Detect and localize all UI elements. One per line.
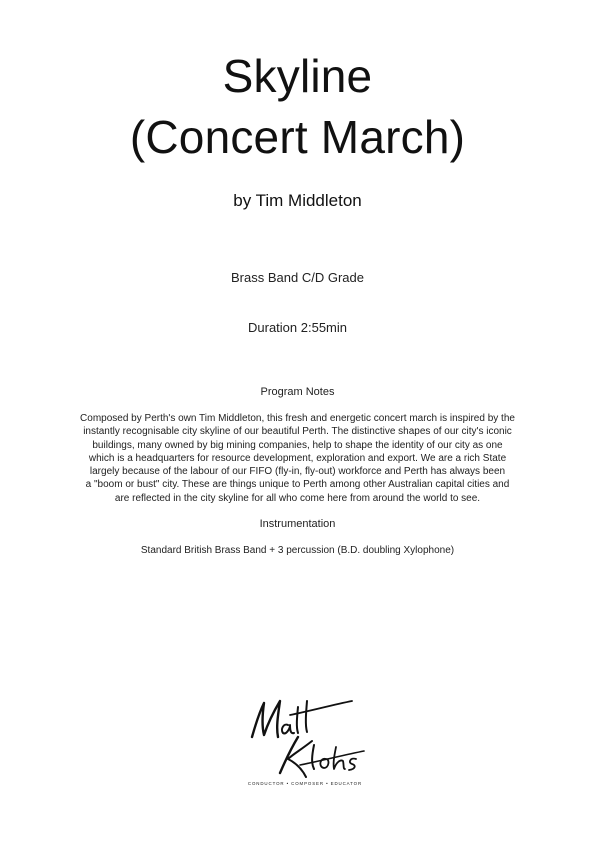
duration-label: Duration 2:55min — [248, 320, 347, 335]
grade-label: Brass Band C/D Grade — [231, 270, 364, 285]
program-notes-heading: Program Notes — [260, 386, 335, 398]
title-line-2: (Concert March) — [129, 111, 466, 163]
program-notes-line: a "boom or bust" city. These are things unique to Perth among other Australian capital cities and — [85, 479, 510, 491]
program-notes-line: largely because of the labour of our FIFO (fly-in, fly-out) workforce and Perth has always been — [89, 466, 506, 478]
program-notes-line: are reflected in the city skyline for all who come here from around the world to see. — [114, 492, 481, 504]
instrumentation-heading: Instrumentation — [259, 518, 336, 530]
instrumentation-text: Standard British Brass Band + 3 percussion (B.D. doubling Xylophone) — [140, 545, 455, 556]
program-notes-line: instantly recognisable city skyline of our beautiful Perth. The distinctive shapes of our city's iconic — [83, 426, 512, 438]
program-notes-line: which is a headquarters for resource development, exploration and export. We are a rich State — [88, 452, 507, 464]
program-notes-line: Composed by Perth's own Tim Middleton, this fresh and energetic concert march is inspired by the — [80, 413, 515, 424]
program-notes-line: buildings, many owned by big mining companies, help to shape the identity of our city as one — [92, 439, 503, 451]
signature-logo — [240, 685, 370, 790]
composer-credit: by Tim Middleton — [233, 191, 362, 210]
title-line-1: Skyline — [222, 50, 373, 102]
logo-tagline: CONDUCTOR • COMPOSER • EDUCATOR — [247, 781, 363, 786]
program-notes-text — [60, 412, 535, 505]
